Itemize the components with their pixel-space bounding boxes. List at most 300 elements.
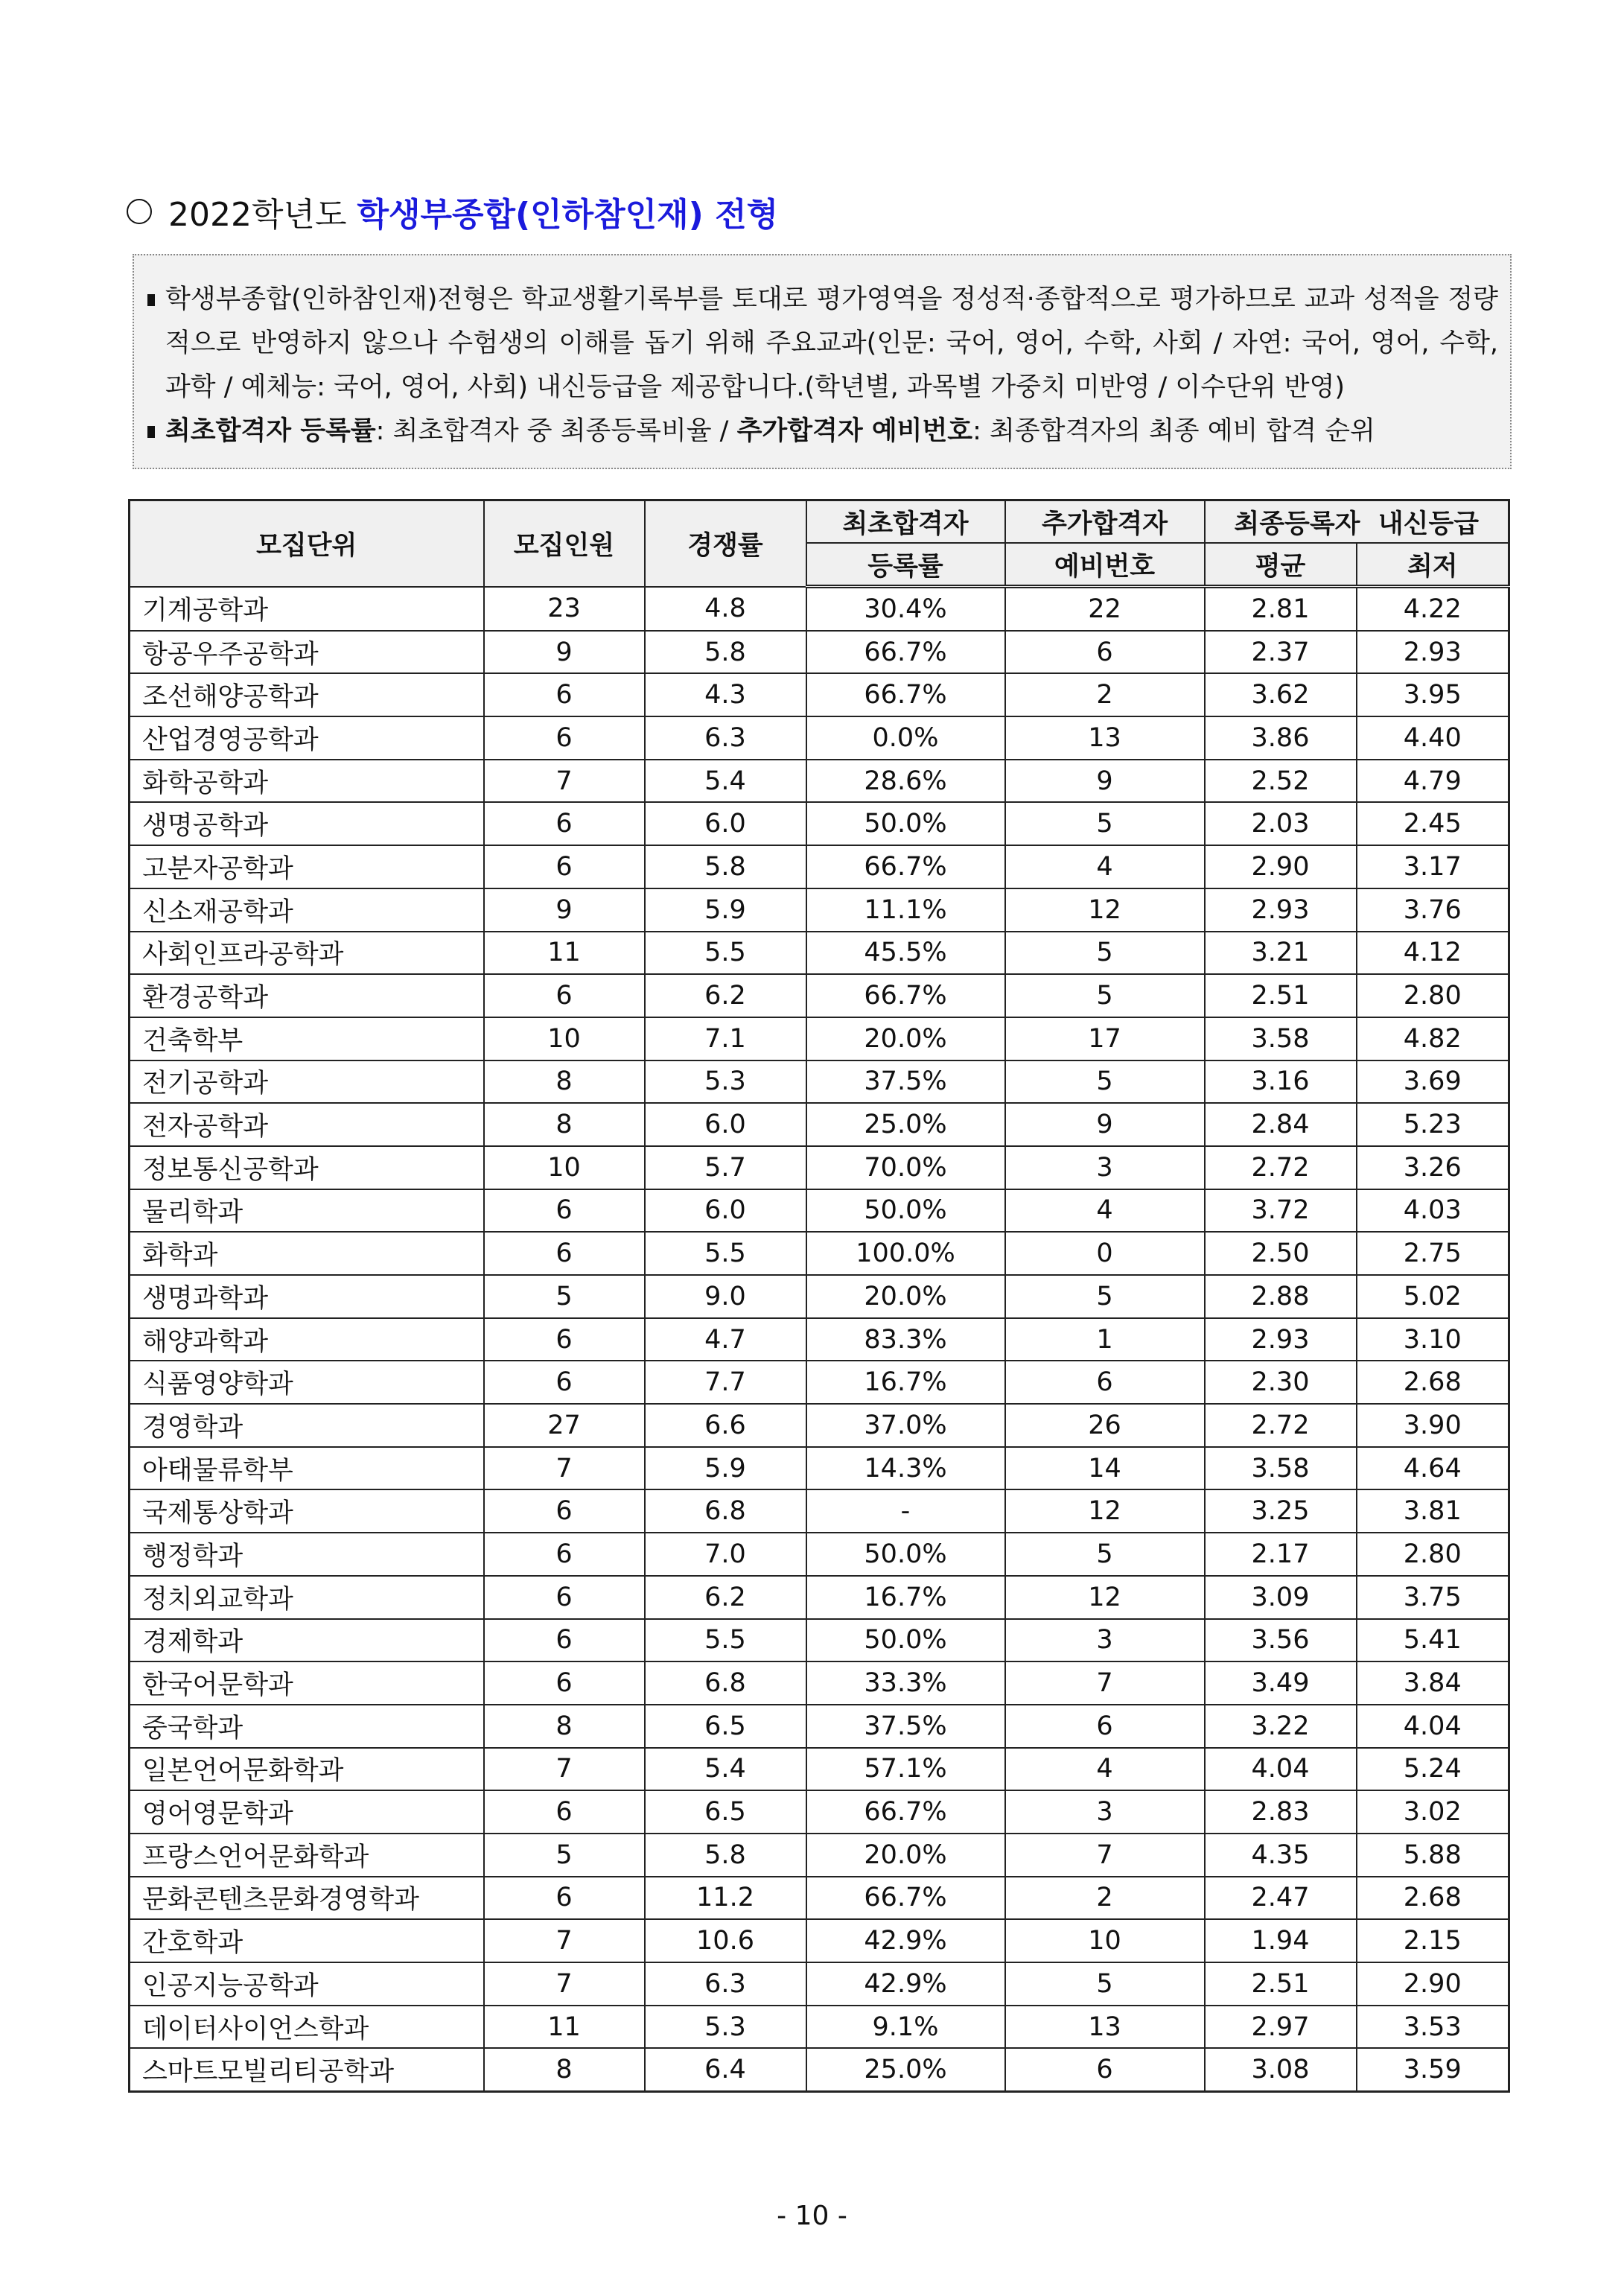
- cell-grade-avg: 3.09: [1205, 1576, 1357, 1619]
- cell-grade-min: 5.41: [1357, 1619, 1509, 1662]
- cell-grade-avg: 2.52: [1205, 760, 1357, 803]
- cell-grade-min: 3.95: [1357, 673, 1509, 716]
- note-text: 학생부종합(인하참인재)전형은 학교생활기록부를 토대로 평가영역을 정성적·종합적으로 평가하므로 교과 성적을 정량적으로 반영하지 않으나 수험생의 이해를 돕기 위해 주요교과(인문: 국어, 영어, 수학, 사회 / 자연: 국어, 영어, 수학, 과학 / 예체능: 국어, 영어, 사회) 내신등급을 제공합니다.(학년별, 과목별 가중치 미반영 / 이수단위 반영): [165, 284, 1498, 402]
- cell-first-reg-rate: 37.0%: [806, 1404, 1005, 1447]
- cell-first-reg-rate: 45.5%: [806, 932, 1005, 975]
- cell-waitlist-number: 5: [1005, 932, 1205, 975]
- table-row: [130, 1189, 1509, 1233]
- table-row: [130, 1232, 1509, 1275]
- cell-ratio: 6.8: [645, 1489, 806, 1533]
- cell-quota: 8: [484, 1705, 645, 1748]
- cell-waitlist-number: 4: [1005, 845, 1205, 888]
- cell-waitlist-number: 2: [1005, 1877, 1205, 1920]
- cell-first-reg-rate: 57.1%: [806, 1748, 1005, 1791]
- cell-ratio: 5.5: [645, 932, 806, 975]
- table-row: [130, 1275, 1509, 1318]
- cell-unit: 환경공학과: [130, 974, 484, 1017]
- table-row: [130, 1877, 1509, 1920]
- cell-unit: 중국학과: [130, 1705, 484, 1748]
- cell-quota: 6: [484, 716, 645, 760]
- cell-waitlist-number: 5: [1005, 1060, 1205, 1104]
- cell-grade-avg: 3.08: [1205, 2048, 1357, 2091]
- section-title: [127, 188, 778, 235]
- table-row: [130, 673, 1509, 716]
- cell-ratio: 4.8: [645, 587, 806, 631]
- cell-grade-min: 4.40: [1357, 716, 1509, 760]
- table-row: [130, 974, 1509, 1017]
- cell-quota: 8: [484, 1103, 645, 1146]
- cell-quota: 6: [484, 673, 645, 716]
- cell-unit: 전기공학과: [130, 1060, 484, 1104]
- table-row: [130, 1017, 1509, 1060]
- cell-grade-avg: 2.17: [1205, 1533, 1357, 1576]
- cell-ratio: 5.7: [645, 1146, 806, 1189]
- cell-waitlist-number: 7: [1005, 1834, 1205, 1877]
- cell-unit: 간호학과: [130, 1919, 484, 1962]
- circle-bullet-icon: [127, 199, 152, 224]
- table-row: [130, 1489, 1509, 1533]
- cell-waitlist-number: 12: [1005, 1489, 1205, 1533]
- cell-first-reg-rate: 50.0%: [806, 1619, 1005, 1662]
- cell-first-reg-rate: 30.4%: [806, 587, 1005, 631]
- header-ratio: 경쟁률: [645, 500, 806, 587]
- cell-first-reg-rate: 70.0%: [806, 1146, 1005, 1189]
- cell-grade-min: 2.90: [1357, 1962, 1509, 2006]
- cell-ratio: 5.4: [645, 760, 806, 803]
- cell-ratio: 5.3: [645, 2006, 806, 2049]
- cell-waitlist-number: 17: [1005, 1017, 1205, 1060]
- table-row: [130, 716, 1509, 760]
- cell-unit: 정보통신공학과: [130, 1146, 484, 1189]
- cell-grade-min: 3.75: [1357, 1576, 1509, 1619]
- cell-waitlist-number: 14: [1005, 1447, 1205, 1490]
- cell-unit: 생명공학과: [130, 802, 484, 845]
- table-row: [130, 587, 1509, 631]
- cell-quota: 23: [484, 587, 645, 631]
- cell-grade-min: 4.79: [1357, 760, 1509, 803]
- table-row: [130, 1060, 1509, 1104]
- cell-unit: 문화콘텐츠문화경영학과: [130, 1877, 484, 1920]
- cell-ratio: 6.2: [645, 1576, 806, 1619]
- table-row: [130, 760, 1509, 803]
- cell-grade-avg: 2.83: [1205, 1790, 1357, 1834]
- cell-grade-min: 2.75: [1357, 1232, 1509, 1275]
- cell-waitlist-number: 4: [1005, 1748, 1205, 1791]
- cell-ratio: 5.9: [645, 1447, 806, 1490]
- cell-grade-avg: 2.50: [1205, 1232, 1357, 1275]
- cell-ratio: 10.6: [645, 1919, 806, 1962]
- cell-first-reg-rate: 11.1%: [806, 888, 1005, 932]
- cell-first-reg-rate: 20.0%: [806, 1017, 1005, 1060]
- cell-grade-avg: 2.93: [1205, 1318, 1357, 1361]
- cell-waitlist-number: 4: [1005, 1189, 1205, 1233]
- cell-grade-min: 2.80: [1357, 1533, 1509, 1576]
- cell-grade-min: 3.69: [1357, 1060, 1509, 1104]
- cell-grade-avg: 2.97: [1205, 2006, 1357, 2049]
- table-row: [130, 1962, 1509, 2006]
- cell-ratio: 6.3: [645, 1962, 806, 2006]
- cell-first-reg-rate: -: [806, 1489, 1005, 1533]
- cell-grade-avg: 2.81: [1205, 587, 1357, 631]
- cell-grade-avg: 3.16: [1205, 1060, 1357, 1104]
- cell-quota: 6: [484, 1533, 645, 1576]
- cell-first-reg-rate: 66.7%: [806, 974, 1005, 1017]
- cell-quota: 6: [484, 1189, 645, 1233]
- cell-waitlist-number: 13: [1005, 2006, 1205, 2049]
- table-row: [130, 845, 1509, 888]
- cell-quota: 5: [484, 1275, 645, 1318]
- cell-ratio: 5.4: [645, 1748, 806, 1791]
- cell-quota: 6: [484, 1489, 645, 1533]
- cell-waitlist-number: 2: [1005, 673, 1205, 716]
- cell-grade-min: 4.64: [1357, 1447, 1509, 1490]
- cell-quota: 11: [484, 2006, 645, 2049]
- cell-quota: 9: [484, 888, 645, 932]
- cell-grade-avg: 2.72: [1205, 1404, 1357, 1447]
- cell-waitlist-number: 7: [1005, 1661, 1205, 1705]
- cell-first-reg-rate: 9.1%: [806, 2006, 1005, 2049]
- cell-grade-min: 2.68: [1357, 1877, 1509, 1920]
- cell-ratio: 5.8: [645, 845, 806, 888]
- cell-quota: 7: [484, 1748, 645, 1791]
- cell-grade-avg: 3.86: [1205, 716, 1357, 760]
- cell-first-reg-rate: 0.0%: [806, 716, 1005, 760]
- cell-waitlist-number: 12: [1005, 888, 1205, 932]
- cell-first-reg-rate: 42.9%: [806, 1919, 1005, 1962]
- cell-first-reg-rate: 100.0%: [806, 1232, 1005, 1275]
- cell-ratio: 6.4: [645, 2048, 806, 2091]
- cell-grade-min: 2.93: [1357, 631, 1509, 674]
- cell-unit: 경영학과: [130, 1404, 484, 1447]
- cell-first-reg-rate: 50.0%: [806, 1189, 1005, 1233]
- info-note-box: [133, 254, 1512, 469]
- cell-waitlist-number: 5: [1005, 1275, 1205, 1318]
- cell-grade-min: 3.76: [1357, 888, 1509, 932]
- table-row: [130, 1361, 1509, 1404]
- cell-first-reg-rate: 50.0%: [806, 802, 1005, 845]
- cell-unit: 전자공학과: [130, 1103, 484, 1146]
- cell-grade-avg: 2.93: [1205, 888, 1357, 932]
- cell-waitlist-number: 26: [1005, 1404, 1205, 1447]
- cell-waitlist-number: 22: [1005, 587, 1205, 631]
- cell-first-reg-rate: 42.9%: [806, 1962, 1005, 2006]
- cell-grade-min: 2.45: [1357, 802, 1509, 845]
- cell-unit: 건축학부: [130, 1017, 484, 1060]
- cell-quota: 9: [484, 631, 645, 674]
- cell-grade-min: 2.80: [1357, 974, 1509, 1017]
- cell-ratio: 6.3: [645, 716, 806, 760]
- cell-quota: 6: [484, 1232, 645, 1275]
- cell-first-reg-rate: 28.6%: [806, 760, 1005, 803]
- cell-grade-min: 2.68: [1357, 1361, 1509, 1404]
- table-row: [130, 1834, 1509, 1877]
- header-waitlist-line2: 예비번호: [1005, 543, 1205, 587]
- definition-waitlist-number: : 최종합격자의 최종 예비 합격 순위: [972, 416, 1375, 446]
- cell-unit: 항공우주공학과: [130, 631, 484, 674]
- cell-grade-avg: 2.47: [1205, 1877, 1357, 1920]
- cell-grade-min: 4.03: [1357, 1189, 1509, 1233]
- cell-unit: 한국어문학과: [130, 1661, 484, 1705]
- cell-ratio: 6.5: [645, 1705, 806, 1748]
- cell-waitlist-number: 6: [1005, 1361, 1205, 1404]
- table-row: [130, 1146, 1509, 1189]
- table-row: [130, 2006, 1509, 2049]
- cell-grade-min: 4.82: [1357, 1017, 1509, 1060]
- cell-waitlist-number: 5: [1005, 1533, 1205, 1576]
- cell-grade-avg: 2.84: [1205, 1103, 1357, 1146]
- cell-unit: 물리학과: [130, 1189, 484, 1233]
- cell-first-reg-rate: 37.5%: [806, 1060, 1005, 1104]
- cell-grade-min: 3.10: [1357, 1318, 1509, 1361]
- cell-unit: 경제학과: [130, 1619, 484, 1662]
- cell-grade-min: 3.90: [1357, 1404, 1509, 1447]
- cell-quota: 6: [484, 1619, 645, 1662]
- cell-ratio: 6.2: [645, 974, 806, 1017]
- title-admission-type: 학생부종합(인하참인재) 전형: [357, 196, 779, 234]
- title-year: 2022학년도: [168, 196, 347, 234]
- cell-ratio: 11.2: [645, 1877, 806, 1920]
- table-row: [130, 888, 1509, 932]
- cell-grade-avg: 3.22: [1205, 1705, 1357, 1748]
- cell-ratio: 4.7: [645, 1318, 806, 1361]
- cell-first-reg-rate: 50.0%: [806, 1533, 1005, 1576]
- cell-grade-min: 3.59: [1357, 2048, 1509, 2091]
- square-bullet-icon: [147, 294, 155, 306]
- cell-ratio: 9.0: [645, 1275, 806, 1318]
- cell-grade-avg: 2.51: [1205, 1962, 1357, 2006]
- cell-grade-min: 3.81: [1357, 1489, 1509, 1533]
- cell-ratio: 4.3: [645, 673, 806, 716]
- cell-unit: 사회인프라공학과: [130, 932, 484, 975]
- cell-waitlist-number: 1: [1005, 1318, 1205, 1361]
- note-definitions: [165, 410, 1498, 454]
- cell-grade-avg: 2.90: [1205, 845, 1357, 888]
- header-first-reg-line2: 등록률: [806, 543, 1005, 587]
- cell-grade-min: 3.02: [1357, 1790, 1509, 1834]
- cell-grade-avg: 3.72: [1205, 1189, 1357, 1233]
- cell-quota: 7: [484, 1962, 645, 2006]
- cell-quota: 7: [484, 760, 645, 803]
- cell-unit: 조선해양공학과: [130, 673, 484, 716]
- cell-grade-avg: 2.88: [1205, 1275, 1357, 1318]
- cell-ratio: 6.0: [645, 1189, 806, 1233]
- cell-ratio: 5.3: [645, 1060, 806, 1104]
- cell-unit: 고분자공학과: [130, 845, 484, 888]
- cell-first-reg-rate: 20.0%: [806, 1275, 1005, 1318]
- cell-quota: 6: [484, 1790, 645, 1834]
- cell-quota: 6: [484, 974, 645, 1017]
- cell-unit: 일본언어문화학과: [130, 1748, 484, 1791]
- cell-waitlist-number: 3: [1005, 1619, 1205, 1662]
- cell-grade-min: 2.15: [1357, 1919, 1509, 1962]
- cell-first-reg-rate: 66.7%: [806, 1877, 1005, 1920]
- cell-first-reg-rate: 25.0%: [806, 1103, 1005, 1146]
- cell-waitlist-number: 6: [1005, 2048, 1205, 2091]
- cell-first-reg-rate: 66.7%: [806, 1790, 1005, 1834]
- cell-grade-avg: 2.03: [1205, 802, 1357, 845]
- cell-grade-avg: 2.72: [1205, 1146, 1357, 1189]
- cell-unit: 인공지능공학과: [130, 1962, 484, 2006]
- cell-first-reg-rate: 20.0%: [806, 1834, 1005, 1877]
- note-item-2: [147, 410, 1498, 454]
- cell-first-reg-rate: 25.0%: [806, 2048, 1005, 2091]
- cell-ratio: 7.1: [645, 1017, 806, 1060]
- table-row: [130, 1790, 1509, 1834]
- cell-grade-min: 4.12: [1357, 932, 1509, 975]
- cell-grade-avg: 3.56: [1205, 1619, 1357, 1662]
- cell-waitlist-number: 13: [1005, 716, 1205, 760]
- cell-unit: 식품영양학과: [130, 1361, 484, 1404]
- cell-waitlist-number: 9: [1005, 760, 1205, 803]
- cell-quota: 6: [484, 1877, 645, 1920]
- cell-quota: 6: [484, 845, 645, 888]
- cell-quota: 10: [484, 1146, 645, 1189]
- cell-quota: 6: [484, 1661, 645, 1705]
- cell-first-reg-rate: 14.3%: [806, 1447, 1005, 1490]
- cell-first-reg-rate: 83.3%: [806, 1318, 1005, 1361]
- cell-waitlist-number: 3: [1005, 1146, 1205, 1189]
- cell-grade-avg: 1.94: [1205, 1919, 1357, 1962]
- cell-unit: 화학공학과: [130, 760, 484, 803]
- table-row: [130, 1619, 1509, 1662]
- cell-grade-avg: 2.30: [1205, 1361, 1357, 1404]
- cell-unit: 정치외교학과: [130, 1576, 484, 1619]
- cell-unit: 해양과학과: [130, 1318, 484, 1361]
- table-row: [130, 2048, 1509, 2091]
- definition-first-reg-rate: : 최초합격자 중 최종등록비율 /: [375, 416, 737, 446]
- cell-grade-min: 4.04: [1357, 1705, 1509, 1748]
- table-row: [130, 631, 1509, 674]
- cell-waitlist-number: 0: [1005, 1232, 1205, 1275]
- header-grade-group: 최종등록자 내신등급: [1205, 500, 1509, 544]
- cell-grade-min: 5.24: [1357, 1748, 1509, 1791]
- cell-ratio: 5.8: [645, 1834, 806, 1877]
- term-waitlist-number: 추가합격자 예비번호: [736, 416, 973, 446]
- term-first-reg-rate: 최초합격자 등록률: [165, 416, 376, 446]
- cell-unit: 산업경영공학과: [130, 716, 484, 760]
- table-row: [130, 1705, 1509, 1748]
- cell-first-reg-rate: 37.5%: [806, 1705, 1005, 1748]
- cell-first-reg-rate: 16.7%: [806, 1576, 1005, 1619]
- cell-waitlist-number: 10: [1005, 1919, 1205, 1962]
- cell-grade-min: 4.22: [1357, 587, 1509, 631]
- cell-grade-min: 3.84: [1357, 1661, 1509, 1705]
- page-number: - 10 -: [777, 2201, 847, 2231]
- cell-waitlist-number: 3: [1005, 1790, 1205, 1834]
- cell-grade-avg: 3.25: [1205, 1489, 1357, 1533]
- table-row: [130, 1661, 1509, 1705]
- cell-first-reg-rate: 66.7%: [806, 673, 1005, 716]
- cell-waitlist-number: 5: [1005, 974, 1205, 1017]
- cell-unit: 기계공학과: [130, 587, 484, 631]
- cell-quota: 8: [484, 1060, 645, 1104]
- cell-first-reg-rate: 66.7%: [806, 631, 1005, 674]
- cell-grade-min: 5.88: [1357, 1834, 1509, 1877]
- cell-grade-avg: 3.58: [1205, 1447, 1357, 1490]
- cell-ratio: 5.9: [645, 888, 806, 932]
- cell-quota: 6: [484, 1361, 645, 1404]
- cell-grade-avg: 4.04: [1205, 1748, 1357, 1791]
- table-row: [130, 1404, 1509, 1447]
- cell-ratio: 5.8: [645, 631, 806, 674]
- table-body: [130, 587, 1509, 2092]
- cell-grade-avg: 2.51: [1205, 974, 1357, 1017]
- header-grade-min: 최저: [1357, 543, 1509, 587]
- cell-unit: 데이터사이언스학과: [130, 2006, 484, 2049]
- cell-ratio: 5.5: [645, 1232, 806, 1275]
- cell-unit: 영어영문학과: [130, 1790, 484, 1834]
- header-unit: 모집단위: [130, 500, 484, 587]
- table-row: [130, 1447, 1509, 1490]
- cell-waitlist-number: 6: [1005, 1705, 1205, 1748]
- note-item-1: [147, 278, 1498, 410]
- cell-ratio: 5.5: [645, 1619, 806, 1662]
- cell-waitlist-number: 9: [1005, 1103, 1205, 1146]
- cell-unit: 생명과학과: [130, 1275, 484, 1318]
- cell-quota: 10: [484, 1017, 645, 1060]
- cell-grade-avg: 3.58: [1205, 1017, 1357, 1060]
- cell-first-reg-rate: 33.3%: [806, 1661, 1005, 1705]
- cell-grade-avg: 4.35: [1205, 1834, 1357, 1877]
- cell-unit: 행정학과: [130, 1533, 484, 1576]
- table-row: [130, 932, 1509, 975]
- cell-unit: 화학과: [130, 1232, 484, 1275]
- cell-waitlist-number: 5: [1005, 1962, 1205, 2006]
- cell-quota: 27: [484, 1404, 645, 1447]
- cell-ratio: 6.5: [645, 1790, 806, 1834]
- cell-unit: 국제통상학과: [130, 1489, 484, 1533]
- table-row: [130, 1318, 1509, 1361]
- cell-grade-min: 3.17: [1357, 845, 1509, 888]
- table-row: [130, 802, 1509, 845]
- cell-ratio: 6.8: [645, 1661, 806, 1705]
- cell-first-reg-rate: 16.7%: [806, 1361, 1005, 1404]
- table-row: [130, 1576, 1509, 1619]
- cell-unit: 스마트모빌리티공학과: [130, 2048, 484, 2091]
- cell-unit: 아태물류학부: [130, 1447, 484, 1490]
- cell-quota: 6: [484, 802, 645, 845]
- cell-quota: 7: [484, 1919, 645, 1962]
- header-waitlist-line1: 추가합격자: [1005, 500, 1205, 544]
- cell-ratio: 6.6: [645, 1404, 806, 1447]
- cell-grade-min: 5.23: [1357, 1103, 1509, 1146]
- cell-quota: 8: [484, 2048, 645, 2091]
- table-row: [130, 1103, 1509, 1146]
- cell-waitlist-number: 5: [1005, 802, 1205, 845]
- cell-waitlist-number: 6: [1005, 631, 1205, 674]
- cell-quota: 11: [484, 932, 645, 975]
- cell-ratio: 7.7: [645, 1361, 806, 1404]
- cell-first-reg-rate: 66.7%: [806, 845, 1005, 888]
- table-row: [130, 1533, 1509, 1576]
- admission-results-table: [128, 499, 1510, 2093]
- cell-unit: 신소재공학과: [130, 888, 484, 932]
- cell-waitlist-number: 12: [1005, 1576, 1205, 1619]
- cell-grade-avg: 3.62: [1205, 673, 1357, 716]
- cell-grade-avg: 3.21: [1205, 932, 1357, 975]
- cell-unit: 프랑스언어문화학과: [130, 1834, 484, 1877]
- cell-grade-avg: 2.37: [1205, 631, 1357, 674]
- cell-ratio: 7.0: [645, 1533, 806, 1576]
- header-first-reg-line1: 최초합격자: [806, 500, 1005, 544]
- header-grade-avg: 평균: [1205, 543, 1357, 587]
- cell-grade-min: 3.26: [1357, 1146, 1509, 1189]
- cell-grade-min: 3.53: [1357, 2006, 1509, 2049]
- cell-quota: 5: [484, 1834, 645, 1877]
- cell-quota: 6: [484, 1318, 645, 1361]
- cell-quota: 7: [484, 1447, 645, 1490]
- cell-ratio: 6.0: [645, 1103, 806, 1146]
